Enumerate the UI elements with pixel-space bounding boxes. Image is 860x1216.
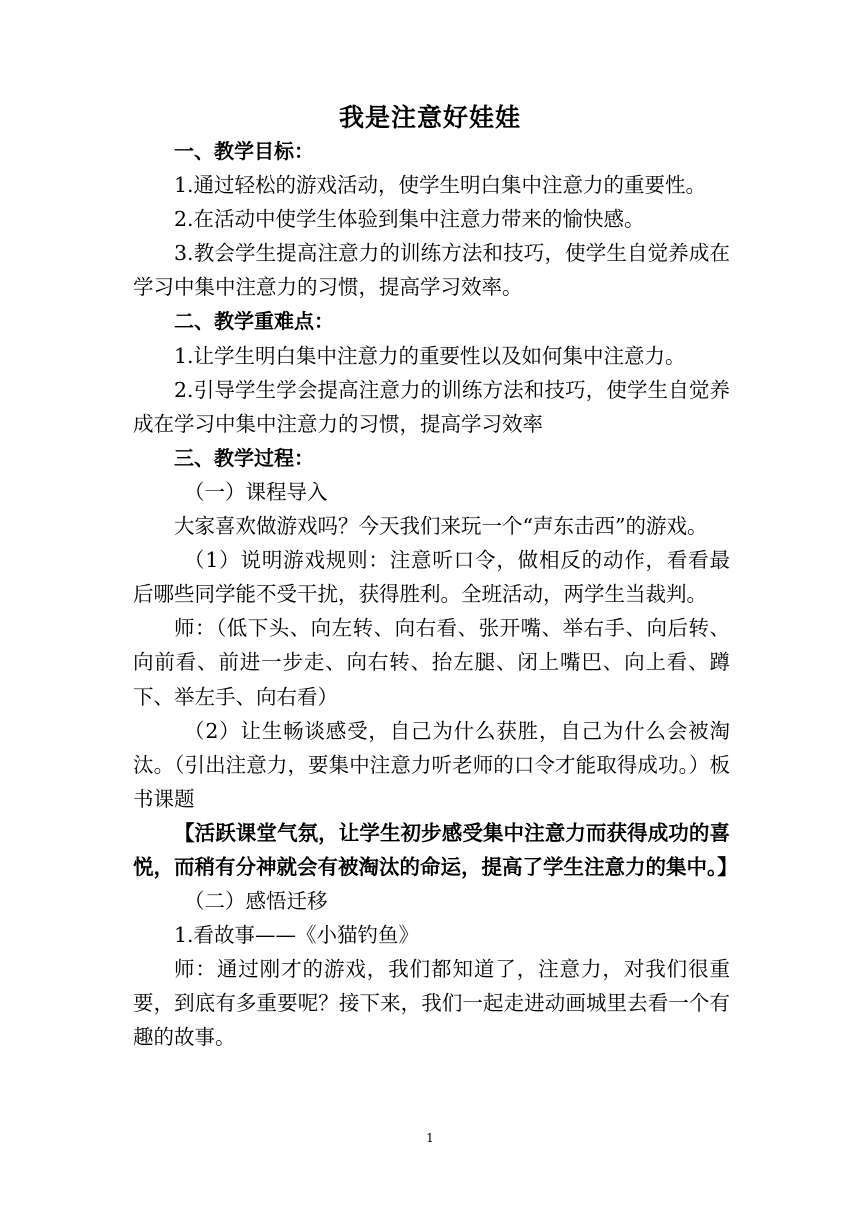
section-heading-key-points: 二、教学重难点： bbox=[174, 309, 334, 334]
objective-item-1: 1.通过轻松的游戏活动，使学生明白集中注意力的重要性。 bbox=[174, 173, 707, 198]
key-point-item-2: 2.引导学生学会提高注意力的训练方法和技巧，使学生自觉养成在学习中集中注意力的习惯，提高学习效率 bbox=[133, 377, 730, 436]
process-paragraph-summary: 【活跃课堂气氛，让学生初步感受集中注意力而获得成功的喜悦，而稍有分神就会有被淘汰的命运，提高了学生注意力的集中。】 bbox=[133, 820, 738, 879]
document-body bbox=[133, 134, 738, 1055]
process-paragraph-story-intro: 师：通过刚才的游戏，我们都知道了，注意力，对我们很重要，到底有多重要呢？接下来，我们一起走进动画城里去看一个有趣的故事。 bbox=[133, 957, 730, 1050]
process-paragraph-feelings: （2）让生畅谈感受，自己为什么获胜，自己为什么会被淘汰。（引出注意力，要集中注意力听老师的口令才能取得成功。）板书课题 bbox=[133, 718, 730, 811]
page-number: 1 bbox=[426, 1131, 434, 1145]
document-title: 我是注意好娃娃 bbox=[338, 103, 521, 132]
objective-item-3: 3.教会学生提高注意力的训练方法和技巧，使学生自觉养成在学习中集中注意力的习惯，提高学习效率。 bbox=[133, 241, 730, 300]
key-point-item-1: 1.让学生明白集中注意力的重要性以及如何集中注意力。 bbox=[174, 343, 686, 368]
process-paragraph-game: 大家喜欢做游戏吗？今天我们来玩一个“声东击西”的游戏。 bbox=[174, 514, 708, 539]
section-heading-process: 三、教学过程： bbox=[174, 445, 314, 470]
subsection-heading-transfer: （二）感悟迁移 bbox=[184, 889, 328, 914]
process-paragraph-rules: （1）说明游戏规则：注意听口令，做相反的动作，看看最后哪些同学能不受干扰，获得胜利。全班活动，两学生当裁判。 bbox=[133, 548, 730, 607]
process-paragraph-story-title: 1.看故事——《小猫钓鱼》 bbox=[174, 923, 420, 948]
subsection-heading-intro: （一）课程导入 bbox=[184, 479, 328, 504]
process-paragraph-teacher-commands: 师：（低下头、向左转、向右看、张开嘴、举右手、向后转、向前看、前进一步走、向右转、抬左腿、闭上嘴巴、向上看、蹲下、举左手、向右看） bbox=[133, 616, 730, 709]
objective-item-2: 2.在活动中使学生体验到集中注意力带来的愉快感。 bbox=[174, 207, 645, 232]
section-heading-objectives: 一、教学目标： bbox=[174, 139, 314, 163]
